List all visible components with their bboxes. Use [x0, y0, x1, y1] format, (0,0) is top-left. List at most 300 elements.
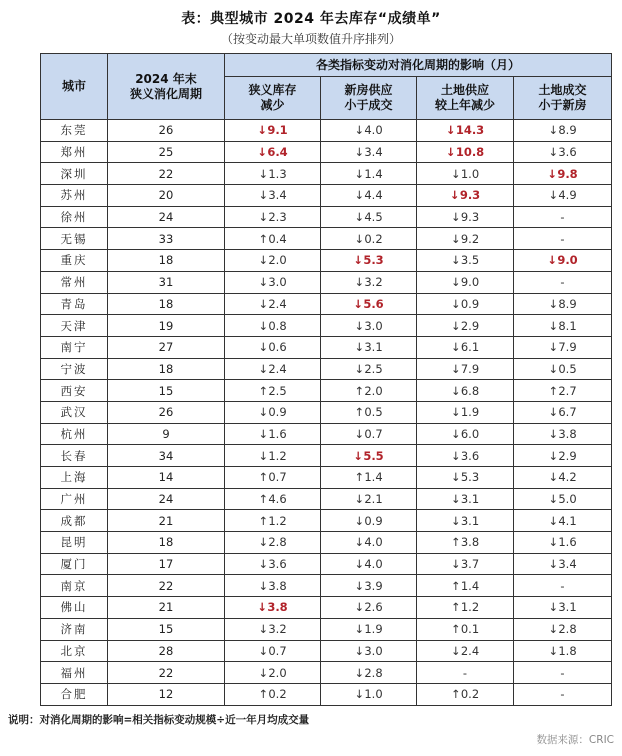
- value-cell: [417, 683, 514, 705]
- value-text: 6.8: [460, 383, 480, 398]
- arrow-down-icon: ↓: [353, 448, 363, 463]
- arrow-down-icon: ↓: [354, 318, 364, 333]
- arrow-down-icon: ↓: [354, 578, 364, 593]
- arrow-down-icon: ↓: [450, 643, 461, 658]
- value-text: 2.4: [268, 361, 287, 376]
- value-text: 3.9: [364, 578, 383, 593]
- value-cell: [514, 315, 612, 337]
- value-text: 3.0: [364, 318, 383, 333]
- value-cell: [225, 163, 321, 185]
- table-row: [41, 228, 612, 250]
- value-text: 4.1: [558, 513, 577, 528]
- value-cell: [225, 510, 321, 532]
- arrow-down-icon: ↓: [547, 253, 557, 268]
- table-row: [41, 185, 612, 207]
- arrow-down-icon: ↓: [450, 275, 461, 290]
- value-text: 0.2: [460, 687, 480, 702]
- value-cell: [225, 315, 321, 337]
- city-cell: 徐州: [41, 206, 108, 228]
- arrow-down-icon: ↓: [258, 557, 268, 572]
- value-cell: [321, 293, 417, 315]
- arrow-down-icon: ↓: [450, 296, 461, 311]
- cycle-cell: 17: [108, 553, 225, 575]
- value-text: 9.0: [460, 275, 480, 290]
- value-cell: [514, 250, 612, 272]
- cycle-cell: 22: [108, 575, 225, 597]
- arrow-down-icon: ↓: [450, 405, 461, 420]
- value-cell: [225, 250, 321, 272]
- arrow-down-icon: ↓: [548, 340, 558, 355]
- value-cell: [417, 185, 514, 207]
- arrow-down-icon: ↓: [450, 318, 461, 333]
- value-cell: [321, 532, 417, 554]
- value-cell: [225, 532, 321, 554]
- value-text: 0.9: [364, 513, 383, 528]
- value-text: 4.0: [364, 535, 383, 550]
- arrow-down-icon: ↓: [258, 340, 268, 355]
- arrow-up-icon: ↑: [354, 470, 364, 485]
- city-cell: 合肥: [41, 683, 108, 705]
- arrow-down-icon: ↓: [548, 318, 558, 333]
- arrow-down-icon: ↓: [548, 426, 558, 441]
- value-text: 3.0: [364, 643, 383, 658]
- value-text: 1.2: [268, 448, 287, 463]
- arrow-up-icon: ↑: [354, 383, 364, 398]
- value-cell: [514, 141, 612, 163]
- arrow-down-icon: ↓: [354, 426, 364, 441]
- arrow-down-icon: ↓: [353, 253, 363, 268]
- value-text: 3.4: [364, 145, 383, 160]
- arrow-down-icon: ↓: [258, 296, 268, 311]
- value-cell: [321, 597, 417, 619]
- value-text: 6.1: [460, 340, 480, 355]
- arrow-down-icon: ↓: [548, 470, 558, 485]
- value-text: 3.2: [364, 275, 383, 290]
- value-text: 1.4: [364, 470, 383, 485]
- value-text: 3.7: [460, 557, 480, 572]
- value-cell: [321, 120, 417, 142]
- value-cell: [321, 380, 417, 402]
- cycle-cell: 18: [108, 358, 225, 380]
- value-text: 3.4: [558, 557, 577, 572]
- value-text: 2.5: [268, 383, 287, 398]
- arrow-down-icon: ↓: [354, 340, 364, 355]
- value-text: 2.4: [460, 643, 480, 658]
- arrow-down-icon: ↓: [354, 361, 364, 376]
- value-text: 9.3: [459, 188, 481, 203]
- arrow-down-icon: ↓: [354, 210, 364, 225]
- value-text: 1.6: [268, 426, 287, 441]
- value-text: -: [560, 578, 565, 593]
- arrow-down-icon: ↓: [258, 318, 268, 333]
- city-cell: 北京: [41, 640, 108, 662]
- arrow-down-icon: ↓: [548, 492, 558, 507]
- cycle-cell: 14: [108, 467, 225, 489]
- arrow-up-icon: ↑: [548, 383, 558, 398]
- city-cell: 厦门: [41, 553, 108, 575]
- value-cell: [417, 640, 514, 662]
- arrow-down-icon: ↓: [257, 123, 267, 138]
- value-text: 2.1: [364, 492, 383, 507]
- city-cell: 西安: [41, 380, 108, 402]
- value-text: 0.7: [364, 426, 383, 441]
- value-cell: [417, 336, 514, 358]
- arrow-down-icon: ↓: [548, 513, 558, 528]
- value-text: 2.7: [558, 383, 577, 398]
- header-inventory: [225, 77, 321, 120]
- value-text: 2.0: [268, 253, 287, 268]
- value-text: 1.2: [460, 600, 480, 615]
- arrow-down-icon: ↓: [450, 513, 461, 528]
- arrow-down-icon: ↓: [258, 426, 268, 441]
- city-cell: 昆明: [41, 532, 108, 554]
- value-cell: [417, 467, 514, 489]
- arrow-down-icon: ↓: [548, 622, 558, 637]
- city-cell: 广州: [41, 488, 108, 510]
- value-cell: [514, 618, 612, 640]
- table-row: [41, 358, 612, 380]
- value-cell: [321, 467, 417, 489]
- arrow-down-icon: ↓: [450, 492, 461, 507]
- value-text: -: [560, 210, 565, 225]
- value-text: 4.4: [364, 188, 383, 203]
- value-cell: [321, 336, 417, 358]
- table-row: [41, 250, 612, 272]
- value-cell: [225, 683, 321, 705]
- value-cell: [225, 488, 321, 510]
- value-cell: [321, 510, 417, 532]
- arrow-down-icon: ↓: [450, 383, 461, 398]
- arrow-down-icon: ↓: [548, 405, 558, 420]
- cycle-cell: 34: [108, 445, 225, 467]
- value-cell: [514, 467, 612, 489]
- value-cell: [417, 618, 514, 640]
- value-text: 1.0: [364, 687, 383, 702]
- table-row: [41, 401, 612, 423]
- value-cell: [417, 401, 514, 423]
- arrow-down-icon: ↓: [258, 210, 268, 225]
- table-body: [41, 120, 612, 706]
- value-text: 0.9: [460, 296, 480, 311]
- arrow-down-icon: ↓: [257, 145, 267, 160]
- value-text: 0.2: [268, 687, 287, 702]
- value-text: 4.6: [268, 492, 287, 507]
- arrow-down-icon: ↓: [548, 296, 558, 311]
- cycle-cell: 28: [108, 640, 225, 662]
- empty-cell: [514, 662, 612, 684]
- value-text: 10.8: [455, 145, 485, 160]
- city-cell: 济南: [41, 618, 108, 640]
- city-cell: 佛山: [41, 597, 108, 619]
- arrow-down-icon: ↓: [548, 448, 558, 463]
- header-land-deal-line2: 小于新房: [538, 98, 587, 112]
- table-row: [41, 380, 612, 402]
- header-land-supply-line1: 土地供应: [440, 83, 489, 97]
- table-row: [41, 315, 612, 337]
- destock-table: [40, 53, 612, 706]
- value-cell: [225, 423, 321, 445]
- arrow-down-icon: ↓: [450, 210, 461, 225]
- cycle-cell: 12: [108, 683, 225, 705]
- cycle-cell: 26: [108, 401, 225, 423]
- value-text: 3.6: [268, 557, 287, 572]
- cycle-cell: 19: [108, 315, 225, 337]
- value-text: 1.9: [364, 622, 383, 637]
- header-group: 各类指标变动对消化周期的影响（月）: [225, 54, 612, 77]
- value-text: 3.1: [364, 340, 383, 355]
- arrow-down-icon: ↓: [353, 296, 363, 311]
- value-cell: [417, 120, 514, 142]
- empty-cell: [514, 683, 612, 705]
- value-cell: [225, 336, 321, 358]
- value-text: -: [560, 231, 565, 246]
- table-row: [41, 445, 612, 467]
- value-cell: [514, 423, 612, 445]
- empty-cell: [514, 271, 612, 293]
- city-cell: 无锡: [41, 228, 108, 250]
- value-cell: [225, 358, 321, 380]
- value-cell: [514, 597, 612, 619]
- arrow-down-icon: ↓: [354, 145, 364, 160]
- arrow-down-icon: ↓: [548, 123, 558, 138]
- value-cell: [321, 163, 417, 185]
- value-cell: [417, 141, 514, 163]
- city-cell: 宁波: [41, 358, 108, 380]
- table-row: [41, 206, 612, 228]
- value-cell: [417, 423, 514, 445]
- arrow-down-icon: ↓: [548, 643, 558, 658]
- city-cell: 东莞: [41, 120, 108, 142]
- value-text: 1.3: [268, 166, 287, 181]
- value-text: -: [560, 687, 565, 702]
- value-text: 9.2: [460, 231, 480, 246]
- cycle-cell: 26: [108, 120, 225, 142]
- arrow-down-icon: ↓: [258, 253, 268, 268]
- arrow-down-icon: ↓: [354, 166, 364, 181]
- value-cell: [514, 163, 612, 185]
- cycle-cell: 21: [108, 597, 225, 619]
- cycle-cell: 18: [108, 250, 225, 272]
- arrow-up-icon: ↑: [450, 535, 461, 550]
- cycle-cell: 20: [108, 185, 225, 207]
- value-text: 0.5: [364, 405, 383, 420]
- value-text: 8.9: [558, 123, 577, 138]
- header-land-supply: [417, 77, 514, 120]
- city-cell: 杭州: [41, 423, 108, 445]
- city-cell: 天津: [41, 315, 108, 337]
- arrow-up-icon: ↑: [450, 600, 461, 615]
- value-cell: [321, 662, 417, 684]
- empty-cell: [514, 575, 612, 597]
- value-cell: [417, 532, 514, 554]
- value-text: 3.1: [558, 600, 577, 615]
- arrow-down-icon: ↓: [258, 361, 268, 376]
- arrow-down-icon: ↓: [354, 492, 364, 507]
- value-text: 0.7: [268, 470, 287, 485]
- table-row: [41, 553, 612, 575]
- arrow-down-icon: ↓: [547, 166, 557, 181]
- value-cell: [417, 163, 514, 185]
- value-text: 3.8: [268, 578, 287, 593]
- value-text: 3.5: [460, 253, 480, 268]
- value-text: 3.8: [460, 535, 480, 550]
- value-cell: [321, 228, 417, 250]
- arrow-down-icon: ↓: [258, 448, 268, 463]
- city-cell: 成都: [41, 510, 108, 532]
- value-cell: [321, 618, 417, 640]
- value-cell: [321, 445, 417, 467]
- city-cell: 青岛: [41, 293, 108, 315]
- city-cell: 深圳: [41, 163, 108, 185]
- footnote: 说明：对消化周期的影响=相关指标变动规模÷近一年月均成交量: [8, 714, 310, 726]
- table-row: [41, 532, 612, 554]
- value-cell: [225, 401, 321, 423]
- value-cell: [514, 532, 612, 554]
- value-cell: [225, 380, 321, 402]
- cycle-cell: 27: [108, 336, 225, 358]
- cycle-cell: 33: [108, 228, 225, 250]
- value-text: 6.4: [267, 145, 288, 160]
- value-cell: [225, 185, 321, 207]
- value-cell: [514, 293, 612, 315]
- arrow-down-icon: ↓: [354, 275, 364, 290]
- value-cell: [321, 640, 417, 662]
- arrow-up-icon: ↑: [258, 492, 268, 507]
- value-cell: [225, 141, 321, 163]
- value-text: 2.0: [268, 665, 287, 680]
- arrow-down-icon: ↓: [450, 253, 461, 268]
- value-cell: [417, 380, 514, 402]
- arrow-down-icon: ↓: [258, 275, 268, 290]
- table-row: [41, 662, 612, 684]
- city-cell: 郑州: [41, 141, 108, 163]
- city-cell: 武汉: [41, 401, 108, 423]
- value-cell: [321, 271, 417, 293]
- city-cell: 长春: [41, 445, 108, 467]
- arrow-down-icon: ↓: [450, 448, 461, 463]
- value-cell: [321, 553, 417, 575]
- value-cell: [417, 575, 514, 597]
- value-cell: [321, 315, 417, 337]
- value-text: 9.1: [267, 123, 288, 138]
- value-cell: [417, 553, 514, 575]
- cycle-cell: 9: [108, 423, 225, 445]
- arrow-down-icon: ↓: [354, 622, 364, 637]
- value-text: 2.0: [364, 383, 383, 398]
- value-cell: [321, 575, 417, 597]
- value-cell: [514, 336, 612, 358]
- table-row: [41, 336, 612, 358]
- arrow-down-icon: ↓: [354, 513, 364, 528]
- value-text: 3.8: [558, 426, 577, 441]
- value-cell: [514, 488, 612, 510]
- table-row: [41, 293, 612, 315]
- arrow-down-icon: ↓: [548, 557, 558, 572]
- value-cell: [321, 358, 417, 380]
- value-text: 6.7: [558, 405, 577, 420]
- table-subtitle: （按变动最大单项数值升序排列）: [220, 32, 401, 46]
- value-text: 4.9: [558, 188, 577, 203]
- value-cell: [417, 488, 514, 510]
- value-cell: [514, 640, 612, 662]
- value-cell: [321, 250, 417, 272]
- value-text: 1.4: [364, 166, 383, 181]
- arrow-up-icon: ↑: [450, 622, 461, 637]
- cycle-cell: 18: [108, 532, 225, 554]
- arrow-down-icon: ↓: [354, 643, 364, 658]
- table-row: [41, 271, 612, 293]
- value-text: 5.3: [460, 470, 480, 485]
- table-row: [41, 510, 612, 532]
- cycle-cell: 18: [108, 293, 225, 315]
- value-text: 1.2: [268, 513, 287, 528]
- arrow-down-icon: ↓: [445, 145, 456, 160]
- value-text: 3.4: [268, 188, 287, 203]
- value-text: 4.5: [364, 210, 383, 225]
- value-text: 8.9: [558, 296, 577, 311]
- value-cell: [225, 271, 321, 293]
- value-cell: [514, 120, 612, 142]
- empty-cell: [514, 228, 612, 250]
- value-cell: [417, 293, 514, 315]
- arrow-down-icon: ↓: [354, 557, 364, 572]
- value-cell: [225, 120, 321, 142]
- value-cell: [514, 510, 612, 532]
- value-text: 3.8: [267, 600, 288, 615]
- value-cell: [225, 597, 321, 619]
- value-text: 9.3: [460, 210, 480, 225]
- header-inventory-line2: 减少: [260, 98, 285, 112]
- value-cell: [321, 488, 417, 510]
- value-text: 7.9: [460, 361, 480, 376]
- value-text: 2.8: [558, 622, 577, 637]
- arrow-up-icon: ↑: [354, 405, 364, 420]
- table-row: [41, 683, 612, 705]
- value-text: 8.1: [558, 318, 577, 333]
- arrow-up-icon: ↑: [258, 687, 268, 702]
- value-cell: [417, 445, 514, 467]
- value-text: 3.2: [268, 622, 287, 637]
- cycle-cell: 15: [108, 618, 225, 640]
- value-text: 3.1: [460, 492, 480, 507]
- arrow-down-icon: ↓: [258, 665, 268, 680]
- value-text: 2.4: [268, 296, 287, 311]
- arrow-down-icon: ↓: [354, 231, 364, 246]
- empty-cell: [417, 662, 514, 684]
- table-title: 表：典型城市 2024 年去库存“成绩单”: [181, 11, 441, 27]
- city-cell: 福州: [41, 662, 108, 684]
- value-text: 5.3: [363, 253, 384, 268]
- city-cell: 重庆: [41, 250, 108, 272]
- value-text: 5.0: [558, 492, 577, 507]
- header-supply: [321, 77, 417, 120]
- value-cell: [514, 185, 612, 207]
- header-cycle: [108, 54, 225, 120]
- cycle-cell: 22: [108, 662, 225, 684]
- city-cell: 苏州: [41, 185, 108, 207]
- value-text: -: [560, 275, 565, 290]
- arrow-down-icon: ↓: [258, 188, 268, 203]
- value-cell: [417, 271, 514, 293]
- header-city: 城市: [41, 54, 108, 120]
- value-cell: [321, 683, 417, 705]
- value-text: 9.8: [557, 166, 578, 181]
- value-cell: [321, 401, 417, 423]
- value-text: 2.3: [268, 210, 287, 225]
- value-text: 2.9: [460, 318, 480, 333]
- arrow-down-icon: ↓: [548, 145, 558, 160]
- value-cell: [417, 358, 514, 380]
